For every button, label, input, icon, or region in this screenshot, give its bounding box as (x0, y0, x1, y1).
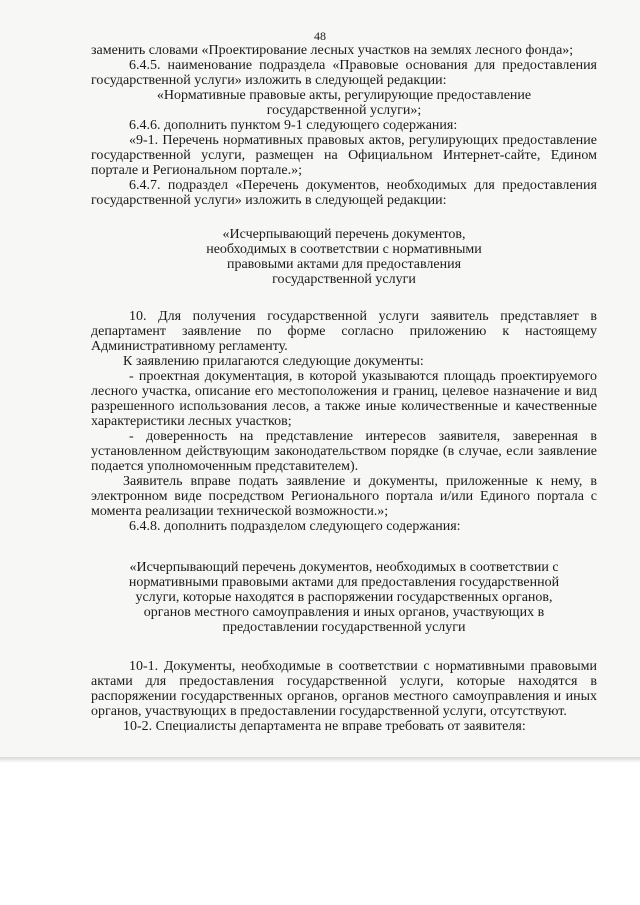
paragraph: 10. Для получения государственной услуги заявитель представляет в департамент заявление по форме согласно приложению к настоящему Административному регламенту. (91, 309, 597, 354)
paragraph: 6.4.6. дополнить пунктом 9-1 следующего содержания: (129, 118, 458, 133)
section-heading: «Исчерпывающий перечень документов, необходимых в соответствии с нормативными правовыми актами для предоставления государственной услуги (206, 227, 482, 287)
list-item: - доверенность на представление интересов заявителя, заверенная в установленном действующим законодательством порядке (в случае, если заявление подается уполномоченным представителем). (91, 429, 597, 474)
quoted-heading: «Нормативные правовые акты, регулирующие предоставление государственной услуги»; (156, 88, 532, 118)
paragraph: 6.4.8. дополнить подразделом следующего содержания: (129, 519, 461, 534)
paragraph: заменить словами «Проектирование лесных участков на землях лесного фонда»; (91, 43, 574, 58)
paragraph: К заявлению прилагаются следующие документы: (123, 354, 424, 369)
scan-edge (0, 757, 640, 763)
paragraph: «9-1. Перечень нормативных правовых актов, регулирующих предоставление государственной услуги, размещен на Официальном Интернет-сайте, Едином портале и Региональном портале.»; (91, 133, 597, 178)
paragraph: 6.4.7. подраздел «Перечень документов, необходимых для предоставления государственной услуги» изложить в следующей редакции: (91, 178, 597, 208)
list-item: - проектная документация, в которой указываются площадь проектируемого лесного участка, описание его местоположения и границ, целевое назначение и вид разрешенного использования лесов, а также иные количественные и качественные характеристики лесных участков; (91, 369, 597, 429)
section-heading: «Исчерпывающий перечень документов, необходимых в соответствии с нормативными правовыми актами для предоставления государственной услуги, которые находятся в распоряжении государственных органов, органов местного самоуправления и иных органов, участвующих в предоставлении государственной услуги (128, 560, 560, 635)
page-number: 48 (314, 29, 326, 43)
paragraph: 10-2. Специалисты департамента не вправе требовать от заявителя: (123, 719, 526, 734)
paragraph: 6.4.5. наименование подраздела «Правовые основания для предоставления государственной услуги» изложить в следующей редакции: (91, 58, 597, 88)
document-body (91, 43, 597, 734)
paragraph: Заявитель вправе подать заявление и документы, приложенные к нему, в электронном виде посредством Регионального портала и/или Единого портала с момента реализации технической возможности.»; (91, 474, 597, 519)
paragraph: 10-1. Документы, необходимые в соответствии с нормативными правовыми актами для предоставления государственной услуги, которые находятся в распоряжении государственных органов, органов местного самоуправления и иных органов, участвующих в предоставлении государственной услуги, отсутствуют. (91, 659, 597, 719)
